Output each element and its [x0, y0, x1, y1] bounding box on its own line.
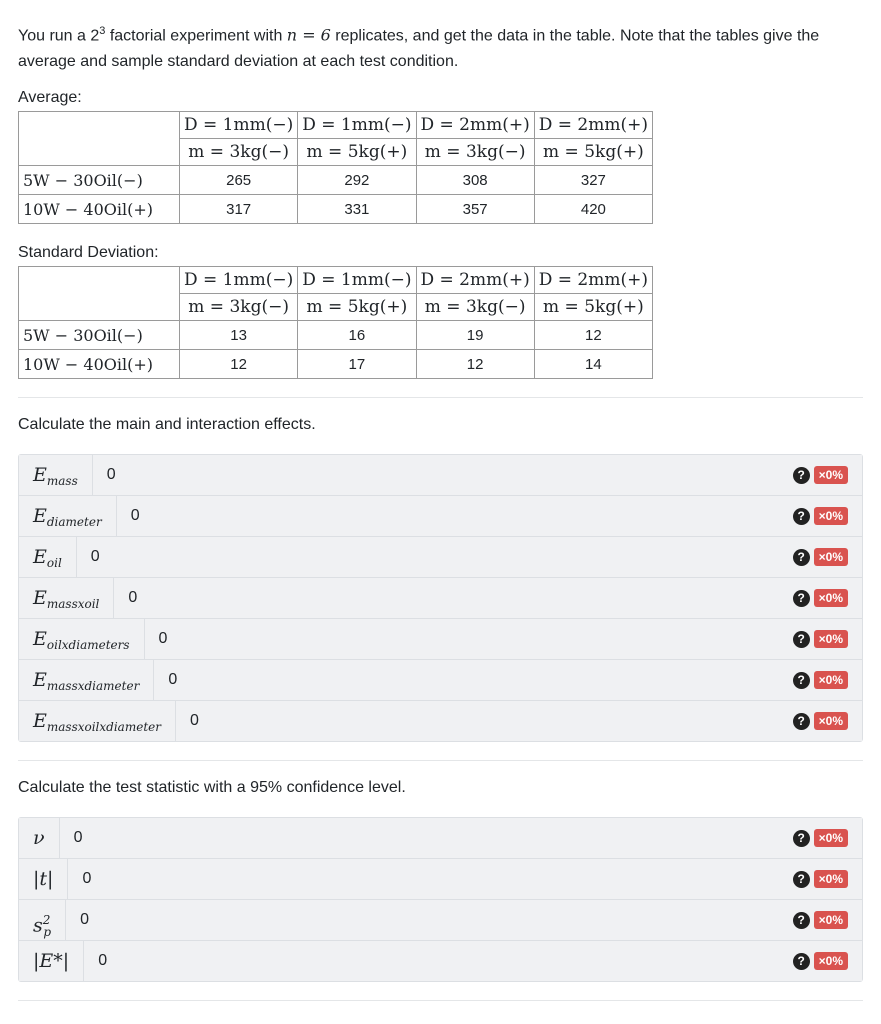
- help-icon[interactable]: ?: [793, 830, 810, 847]
- row-header: 10W − 40Oil(+): [19, 195, 180, 224]
- answer-row-nu: [19, 818, 862, 859]
- answer-row-e-star: [19, 941, 862, 981]
- answer-label: $E_{mass}$: [33, 455, 93, 495]
- col-header-m: m = 5kg(+): [298, 139, 416, 166]
- answer-row-oil: [19, 537, 862, 578]
- col-header-d: D = 2mm(+): [416, 112, 534, 139]
- answer-label: $s^2_p$: [33, 900, 66, 940]
- answer-label: $E_{oil}$: [33, 537, 77, 577]
- effects-answer-list: [18, 454, 863, 742]
- score-badge: ×0%: [814, 911, 848, 929]
- help-icon[interactable]: ?: [793, 672, 810, 689]
- help-icon[interactable]: ?: [793, 953, 810, 970]
- table-cell: 17: [298, 350, 416, 379]
- col-header-m: m = 5kg(+): [298, 294, 416, 321]
- col-header-d: D = 1mm(−): [180, 112, 298, 139]
- answer-row-massxoil: [19, 578, 862, 619]
- stats-answer-list: [18, 817, 863, 982]
- answer-label: $E_{massxdiameter}$: [33, 660, 154, 700]
- score-badge: ×0%: [814, 952, 848, 970]
- table-row: [19, 195, 653, 224]
- stddev-table: [18, 266, 653, 379]
- table-cell: 265: [180, 166, 298, 195]
- effects-question: Calculate the main and interaction effects.: [18, 416, 316, 434]
- table-cell: 14: [534, 350, 652, 379]
- table-cell: 420: [534, 195, 652, 224]
- table-cell: 308: [416, 166, 534, 195]
- answer-label: $E_{oilxdiameters}$: [33, 619, 145, 659]
- col-header-d: D = 2mm(+): [534, 267, 652, 294]
- answer-row-sp2: [19, 900, 862, 941]
- problem-statement: [18, 18, 863, 75]
- col-header-d: D = 1mm(−): [298, 112, 416, 139]
- answer-label: ν: [33, 818, 60, 858]
- help-icon[interactable]: ?: [793, 549, 810, 566]
- score-badge: ×0%: [814, 507, 848, 525]
- answer-label: $E_{massxoilxdiameter}$: [33, 701, 176, 741]
- col-header-m: m = 5kg(+): [534, 139, 652, 166]
- help-icon[interactable]: ?: [793, 631, 810, 648]
- table-row: [19, 350, 653, 379]
- average-table: [18, 111, 653, 224]
- help-icon[interactable]: ?: [793, 912, 810, 929]
- answer-input[interactable]: 0: [82, 870, 92, 888]
- table-row: [19, 321, 653, 350]
- answer-label: $E_{massxoil}$: [33, 578, 114, 618]
- table-cell: 292: [298, 166, 416, 195]
- average-label: Average:: [18, 89, 82, 107]
- answer-input[interactable]: 0: [128, 589, 138, 607]
- table-cell: 317: [180, 195, 298, 224]
- answer-input[interactable]: 0: [189, 712, 199, 730]
- table-cell: 12: [416, 350, 534, 379]
- table-cell: 13: [180, 321, 298, 350]
- divider: [18, 1000, 863, 1001]
- answer-row-massxoilxdiameter: [19, 701, 862, 741]
- col-header-d: D = 2mm(+): [534, 112, 652, 139]
- answer-row-t: [19, 859, 862, 900]
- intro-text-2: factorial experiment with: [105, 27, 287, 45]
- table-cell: 327: [534, 166, 652, 195]
- score-badge: ×0%: [814, 589, 848, 607]
- answer-input[interactable]: 0: [80, 911, 89, 929]
- help-icon[interactable]: ?: [793, 713, 810, 730]
- row-header: 5W − 30Oil(−): [19, 321, 180, 350]
- table-cell: 12: [534, 321, 652, 350]
- score-badge: ×0%: [814, 870, 848, 888]
- row-header: 5W − 30Oil(−): [19, 166, 180, 195]
- answer-input[interactable]: 0: [73, 829, 83, 847]
- col-header-m: m = 3kg(−): [180, 294, 298, 321]
- table-row: [19, 166, 653, 195]
- answer-input[interactable]: 0: [98, 952, 108, 970]
- help-icon[interactable]: ?: [793, 467, 810, 484]
- intro-n-expression: n = 6: [286, 25, 331, 45]
- stddev-label: Standard Deviation:: [18, 244, 159, 262]
- answer-row-mass: [19, 455, 862, 496]
- row-header: 10W − 40Oil(+): [19, 350, 180, 379]
- score-badge: ×0%: [814, 630, 848, 648]
- answer-input[interactable]: 0: [90, 548, 100, 566]
- table-corner: [19, 112, 180, 166]
- table-cell: 331: [298, 195, 416, 224]
- score-badge: ×0%: [814, 548, 848, 566]
- score-badge: ×0%: [814, 712, 848, 730]
- score-badge: ×0%: [814, 829, 848, 847]
- divider: [18, 760, 863, 761]
- answer-input[interactable]: 0: [106, 466, 116, 484]
- table-cell: 16: [298, 321, 416, 350]
- answer-row-oilxdiameters: [19, 619, 862, 660]
- score-badge: ×0%: [814, 466, 848, 484]
- help-icon[interactable]: ?: [793, 871, 810, 888]
- answer-row-diameter: [19, 496, 862, 537]
- intro-text-1: You run a 2: [18, 27, 100, 45]
- answer-row-massxdiameter: [19, 660, 862, 701]
- table-cell: 357: [416, 195, 534, 224]
- col-header-d: D = 1mm(−): [180, 267, 298, 294]
- col-header-m: m = 3kg(−): [416, 139, 534, 166]
- col-header-m: m = 3kg(−): [416, 294, 534, 321]
- col-header-m: m = 3kg(−): [180, 139, 298, 166]
- table-cell: 12: [180, 350, 298, 379]
- stats-question: Calculate the test statistic with a 95% confidence level.: [18, 779, 406, 797]
- col-header-d: D = 2mm(+): [416, 267, 534, 294]
- help-icon[interactable]: ?: [793, 590, 810, 607]
- col-header-m: m = 5kg(+): [534, 294, 652, 321]
- table-cell: 19: [416, 321, 534, 350]
- help-icon[interactable]: ?: [793, 508, 810, 525]
- col-header-d: D = 1mm(−): [298, 267, 416, 294]
- score-badge: ×0%: [814, 671, 848, 689]
- answer-label: $E_{diameter}$: [33, 496, 117, 536]
- answer-label: |E*|: [33, 941, 84, 981]
- table-corner: [19, 267, 180, 321]
- answer-input[interactable]: 0: [158, 630, 168, 648]
- answer-input[interactable]: 0: [130, 507, 140, 525]
- intro-exponent: 3: [99, 25, 106, 37]
- answer-input[interactable]: 0: [168, 671, 178, 689]
- intro-text-3: replicates, and get the data in the table. Note that the tables give the average and sample standard deviation at each test condition.: [18, 27, 820, 71]
- answer-label: |t|: [33, 859, 68, 899]
- divider: [18, 397, 863, 398]
